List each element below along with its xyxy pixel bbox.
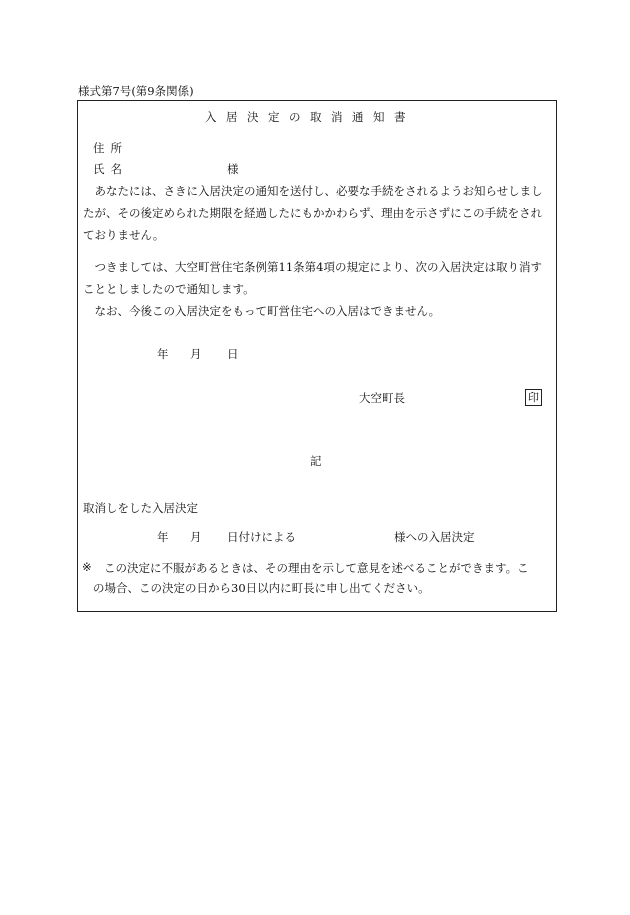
cancelled-year-label: 年: [157, 530, 169, 544]
name-label: 氏名: [93, 162, 128, 176]
date-month-label: 月: [190, 347, 202, 361]
body-paragraph-2: つきましては、大空町営住宅条例第11条第4項の規定により、次の入居決定は取り消すこととしましたので通知します。: [83, 260, 542, 296]
mayor-title: 大空町長: [359, 391, 405, 405]
note-line-1: この決定に不服があるときは、その理由を示して意見を述べることができます。こ: [104, 561, 529, 575]
honorific-sama: 様: [227, 162, 239, 176]
body-paragraph-3: なお、今後この入居決定をもって町営住宅への入居はできません。: [83, 304, 441, 318]
document-title: 入居決定の取消通知書: [205, 110, 415, 124]
cancelled-dated-label: 日付けによる: [227, 530, 296, 544]
document-frame: [77, 100, 557, 612]
cancelled-decision-label: 取消しをした入居決定: [83, 501, 198, 515]
date-day-label: 日: [227, 347, 239, 361]
note-line-2: の場合、この決定の日から30日以内に町長に申し出てください。: [93, 581, 430, 595]
seal-stamp-icon: 印: [525, 389, 542, 406]
note-asterisk: ※: [82, 560, 92, 574]
ki-heading: 記: [310, 454, 322, 468]
body-paragraph-1: あなたには、さきに入居決定の通知を送付し、必要な手続をされるようお知らせしましたが、その後定められた期限を経過したにもかかわらず、理由を示さずにこの手続をされておりません。: [83, 184, 543, 242]
cancelled-month-label: 月: [190, 530, 202, 544]
cancelled-decision-text: 様への入居決定: [394, 530, 475, 544]
address-label: 住所: [93, 141, 128, 155]
form-number-label: 様式第7号(第9条関係): [78, 84, 194, 98]
date-year-label: 年: [157, 347, 169, 361]
